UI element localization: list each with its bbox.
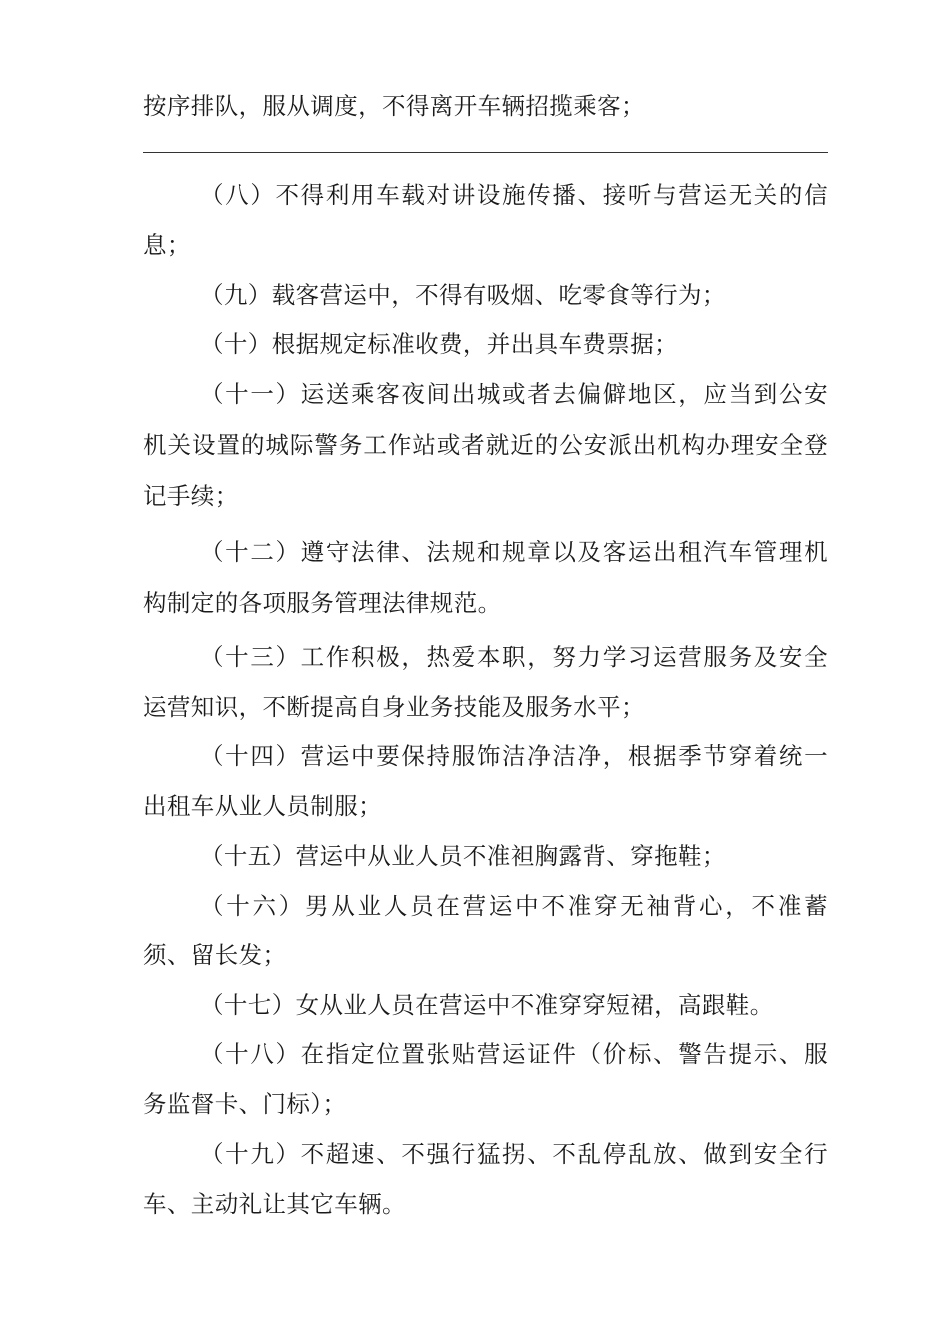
text-line: 务监督卡、门标）； <box>143 1090 347 1118</box>
text-line: 按序排队，服从调度，不得离开车辆招揽乘客； <box>143 92 645 120</box>
text-line: 出租车从业人员制服； <box>143 792 382 820</box>
text-line: （十二）遵守法律、法规和规章以及客运出租汽车管理机 <box>200 538 828 566</box>
text-line: 须、留长发； <box>143 941 287 969</box>
text-line: （十）根据规定标准收费，并出具车费票据； <box>200 330 678 358</box>
text-line: 运营知识，不断提高自身业务技能及服务水平； <box>143 693 645 721</box>
text-line: （八）不得利用车载对讲设施传播、接听与营运无关的信 <box>200 181 828 209</box>
text-line: 息； <box>143 231 191 259</box>
horizontal-divider <box>143 152 828 153</box>
text-line: （十八）在指定位置张贴营运证件（价标、警告提示、服 <box>200 1040 828 1068</box>
text-line: 机关设置的城际警务工作站或者就近的公安派出机构办理安全登 <box>143 431 828 459</box>
text-line: （十六）男从业人员在营运中不准穿无袖背心，不准蓄 <box>200 892 828 920</box>
text-line: （十五）营运中从业人员不准袒胸露背、穿拖鞋； <box>200 842 726 870</box>
text-line: （十七）女从业人员在营运中不准穿穿短裙，高跟鞋。 <box>200 991 774 1019</box>
text-line: （十一）运送乘客夜间出城或者去偏僻地区，应当到公安 <box>200 380 828 408</box>
text-line: 构制定的各项服务管理法律规范。 <box>143 589 502 617</box>
text-line: （十三）工作积极，热爱本职，努力学习运营服务及安全 <box>200 643 828 671</box>
text-line: 车、主动礼让其它车辆。 <box>143 1190 406 1218</box>
text-line: 记手续； <box>143 482 239 510</box>
text-line: （十九）不超速、不强行猛拐、不乱停乱放、做到安全行 <box>200 1140 828 1168</box>
text-line: （十四）营运中要保持服饰洁净洁净，根据季节穿着统一 <box>200 742 828 770</box>
text-line: （九）载客营运中，不得有吸烟、吃零食等行为； <box>200 281 726 309</box>
